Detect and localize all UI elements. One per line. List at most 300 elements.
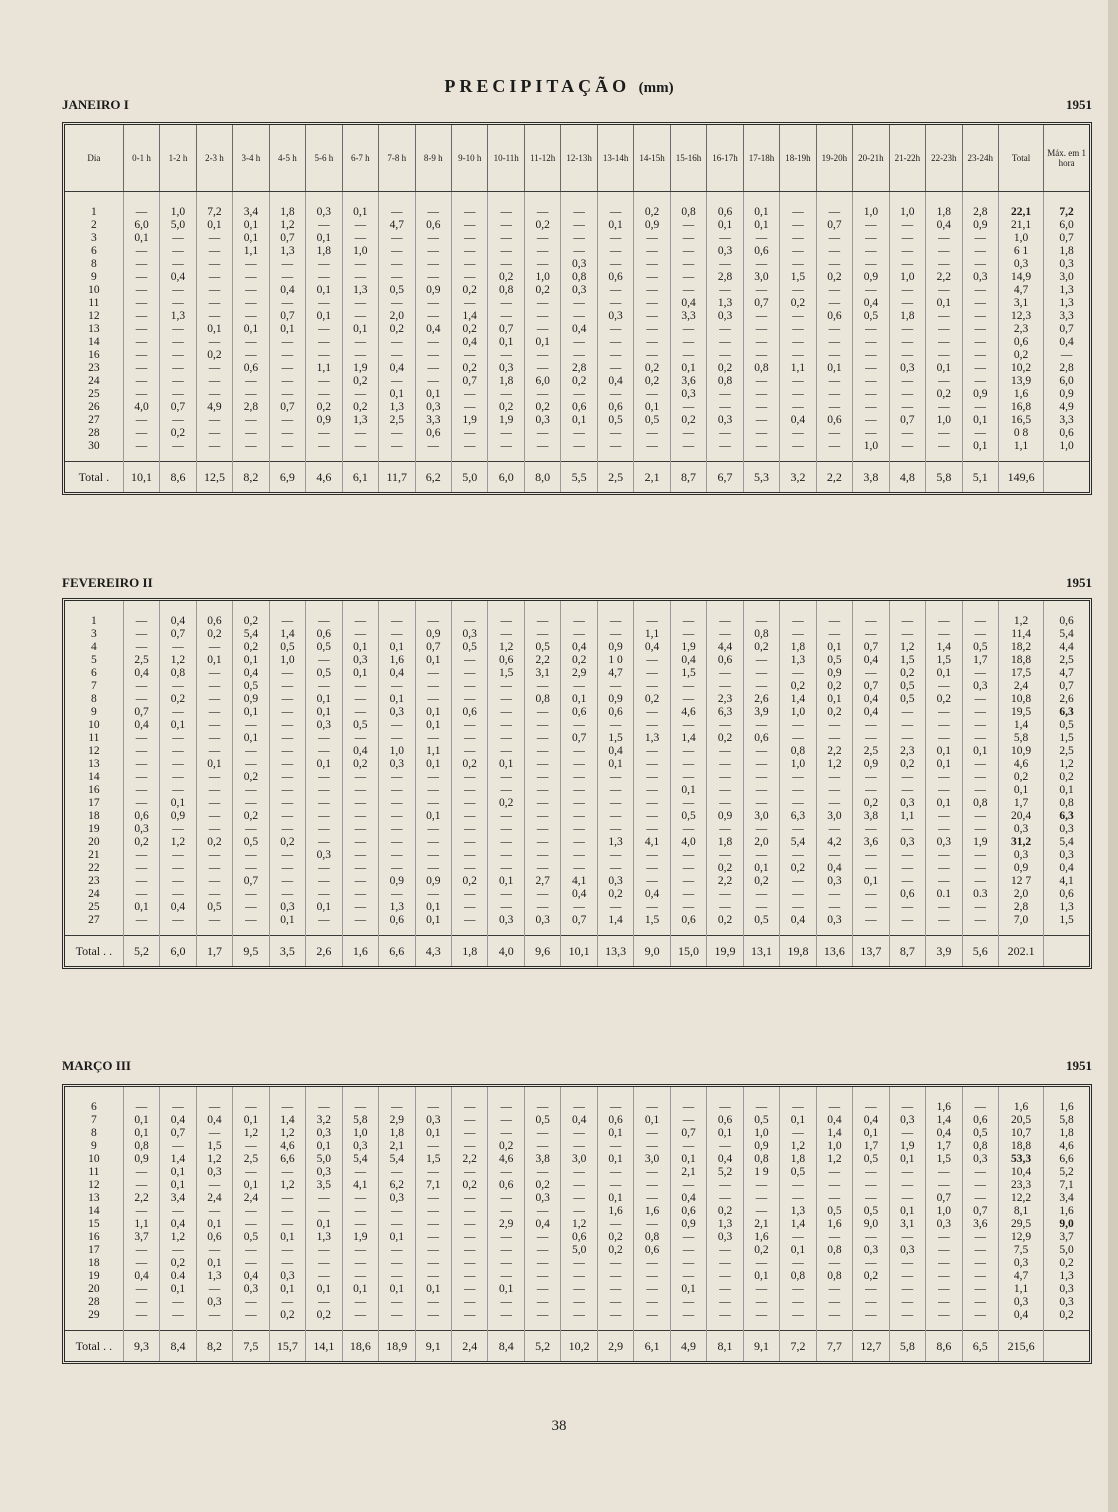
row-total-cell: 20,4 (999, 810, 1044, 823)
value-cell: 0,6 (597, 1114, 633, 1127)
value-cell: — (743, 440, 779, 453)
value-cell: — (670, 1270, 706, 1283)
row-max-cell: 1,0 (1059, 440, 1074, 452)
value-cell: — (780, 888, 816, 901)
spacer-cell (306, 927, 342, 936)
value-cell: — (415, 258, 451, 271)
value-cell: — (488, 680, 524, 693)
header-hour: 10-11h (488, 125, 524, 192)
value-cell: — (196, 875, 232, 888)
value-cell: 0,4 (853, 1114, 889, 1127)
day-cell: 27 (65, 414, 123, 427)
value-cell: — (160, 875, 196, 888)
value-cell: 1,9 (451, 414, 487, 427)
value-cell: — (561, 1166, 597, 1179)
row-max-cell: 0,4 (1059, 862, 1074, 874)
value-cell: 0,6 (415, 427, 451, 440)
value-cell: 0,9 (743, 1140, 779, 1153)
value-cell: — (561, 745, 597, 758)
value-cell: 4,6 (488, 1153, 524, 1166)
value-cell: — (451, 1283, 487, 1296)
value-cell: — (926, 784, 962, 797)
value-cell: 0,2 (853, 797, 889, 810)
value-cell: 0,1 (342, 1283, 378, 1296)
value-cell: 4,7 (597, 667, 633, 680)
value-cell: 0,1 (196, 323, 232, 336)
value-cell: — (123, 427, 159, 440)
hour-total-cell: 7,2 (780, 1331, 816, 1362)
value-cell: 0,2 (269, 836, 305, 849)
value-cell: — (524, 310, 560, 323)
value-cell: 0,7 (853, 641, 889, 654)
value-cell: — (962, 706, 998, 719)
row-max-cell: 4,1 (1059, 875, 1074, 887)
precip-table (65, 601, 1089, 966)
value-cell: — (707, 667, 743, 680)
value-cell: 0,2 (707, 362, 743, 375)
value-cell: — (816, 1166, 852, 1179)
value-cell: — (524, 440, 560, 453)
table-row (65, 271, 1089, 284)
value-cell: — (926, 232, 962, 245)
value-cell: 0,9 (233, 693, 269, 706)
row-total-cell: 5,8 (999, 732, 1044, 745)
spacer-cell (451, 1322, 487, 1331)
value-cell: — (707, 888, 743, 901)
value-cell: — (123, 206, 159, 219)
value-cell: — (889, 284, 925, 297)
row-total-cell: 7,5 (999, 1244, 1044, 1257)
value-cell: — (415, 297, 451, 310)
value-cell: 0,6 (451, 706, 487, 719)
value-cell: — (743, 232, 779, 245)
value-cell: — (342, 615, 378, 628)
day-cell: 28 (65, 427, 123, 440)
value-cell: 0,3 (524, 1192, 560, 1205)
value-cell: 0,2 (743, 641, 779, 654)
value-cell: — (962, 914, 998, 927)
value-cell: — (524, 362, 560, 375)
value-cell: 0,8 (816, 1270, 852, 1283)
day-cell: 9 (65, 706, 123, 719)
value-cell: 0,3 (488, 914, 524, 927)
row-max-cell: 0,2 (1059, 1257, 1074, 1269)
value-cell: — (123, 680, 159, 693)
value-cell: — (415, 1218, 451, 1231)
value-cell: — (269, 414, 305, 427)
value-cell: 0,3 (196, 1296, 232, 1309)
value-cell: 0,2 (379, 323, 415, 336)
value-cell: — (160, 440, 196, 453)
table-row (65, 1140, 1089, 1153)
value-cell: — (123, 732, 159, 745)
row-total-cell: 16,5 (999, 414, 1044, 427)
value-cell: 0,4 (160, 1218, 196, 1231)
page-edge (1108, 0, 1118, 1512)
value-cell: — (853, 232, 889, 245)
value-cell: 0,9 (306, 414, 342, 427)
value-cell: — (926, 849, 962, 862)
spacer-cell (670, 1087, 706, 1101)
value-cell: 1,2 (160, 836, 196, 849)
value-cell: — (524, 1231, 560, 1244)
value-cell: — (306, 1257, 342, 1270)
value-cell: — (634, 797, 670, 810)
value-cell: — (160, 323, 196, 336)
value-cell: — (853, 784, 889, 797)
value-cell: 0,1 (306, 901, 342, 914)
totals-label: Total . (65, 462, 123, 493)
value-cell: — (597, 349, 633, 362)
value-cell: — (634, 349, 670, 362)
value-cell: — (780, 1257, 816, 1270)
value-cell: — (269, 336, 305, 349)
value-cell: — (670, 680, 706, 693)
spacer-cell (926, 453, 962, 462)
table-row (65, 1257, 1089, 1270)
spacer-cell (451, 927, 487, 936)
hour-total-cell: 2,6 (306, 936, 342, 967)
value-cell: 0,2 (597, 888, 633, 901)
value-cell: — (707, 1270, 743, 1283)
row-max-cell: 3,4 (1059, 1192, 1074, 1204)
table-row (65, 836, 1089, 849)
value-cell: — (269, 771, 305, 784)
spacer-cell (488, 601, 524, 615)
value-cell: — (160, 914, 196, 927)
value-cell: — (853, 414, 889, 427)
header-hour: 7-8 h (379, 125, 415, 192)
value-cell: 3,8 (853, 810, 889, 823)
value-cell: — (488, 258, 524, 271)
value-cell: 0,1 (415, 388, 451, 401)
value-cell: — (634, 232, 670, 245)
value-cell: 0,3 (926, 1218, 962, 1231)
value-cell: — (670, 771, 706, 784)
hour-total-cell: 6,0 (488, 462, 524, 493)
value-cell: 1,0 (889, 271, 925, 284)
value-cell: — (707, 1192, 743, 1205)
value-cell: — (524, 1127, 560, 1140)
value-cell: 0,7 (889, 414, 925, 427)
value-cell: 1,0 (816, 1140, 852, 1153)
value-cell: — (889, 628, 925, 641)
value-cell: — (816, 323, 852, 336)
value-cell: — (743, 427, 779, 440)
value-cell: — (160, 232, 196, 245)
value-cell: 0,1 (160, 1283, 196, 1296)
row-max-cell: 5,4 (1059, 628, 1074, 640)
spacer-cell (999, 1322, 1044, 1331)
spacer-cell (889, 192, 925, 207)
value-cell: — (743, 745, 779, 758)
row-total-cell: 12,9 (999, 1231, 1044, 1244)
hour-total-cell: 10,1 (123, 462, 159, 493)
hour-total-cell: 9,6 (524, 936, 560, 967)
row-total-cell: 53,3 (999, 1153, 1044, 1166)
value-cell: — (926, 349, 962, 362)
value-cell: 0,1 (962, 414, 998, 427)
year-label-marco: 1951 (1066, 1058, 1092, 1073)
value-cell: 4,1 (342, 1179, 378, 1192)
value-cell: — (780, 628, 816, 641)
day-cell: 11 (65, 732, 123, 745)
row-total-cell: 18,2 (999, 641, 1044, 654)
value-cell: — (889, 1283, 925, 1296)
value-cell: — (415, 349, 451, 362)
value-cell: 3,0 (634, 1153, 670, 1166)
header-hour: 11-12h (524, 125, 560, 192)
value-cell: — (634, 875, 670, 888)
value-cell: — (379, 771, 415, 784)
value-cell: — (524, 888, 560, 901)
value-cell: 0,2 (233, 641, 269, 654)
value-cell: 0,6 (306, 628, 342, 641)
spacer-cell (634, 601, 670, 615)
header-hour: 14-15h (634, 125, 670, 192)
value-cell: — (160, 375, 196, 388)
spacer-cell (707, 927, 743, 936)
value-cell: 0,6 (561, 1231, 597, 1244)
value-cell: — (597, 1218, 633, 1231)
value-cell: — (634, 719, 670, 732)
day-cell: 5 (65, 654, 123, 667)
value-cell: 0,7 (926, 1192, 962, 1205)
value-cell: 2,9 (488, 1218, 524, 1231)
value-cell: — (670, 427, 706, 440)
value-cell: 0,3 (962, 680, 998, 693)
value-cell: — (853, 667, 889, 680)
table-row (65, 797, 1089, 810)
value-cell: — (415, 440, 451, 453)
value-cell: 3,3 (670, 310, 706, 323)
table-row (65, 758, 1089, 771)
value-cell: — (926, 615, 962, 628)
row-total-cell: 22,1 (999, 206, 1044, 219)
value-cell: — (561, 836, 597, 849)
value-cell: 0,2 (743, 1244, 779, 1257)
value-cell: 0,1 (233, 219, 269, 232)
day-cell: 17 (65, 797, 123, 810)
value-cell: — (488, 245, 524, 258)
value-cell: — (160, 784, 196, 797)
value-cell: — (670, 219, 706, 232)
spacer-cell (670, 192, 706, 207)
value-cell: 1,8 (379, 1127, 415, 1140)
value-cell: 0,8 (743, 628, 779, 641)
value-cell: 1,1 (306, 362, 342, 375)
row-total-cell: 0,4 (999, 1309, 1044, 1322)
value-cell: 0,2 (926, 693, 962, 706)
hour-total-cell: 13,1 (743, 936, 779, 967)
value-cell: — (561, 719, 597, 732)
spacer-row (65, 927, 1089, 936)
value-cell: 0,6 (597, 401, 633, 414)
row-max-cell: 0,9 (1059, 388, 1074, 400)
value-cell: — (889, 875, 925, 888)
spacer-cell (415, 601, 451, 615)
value-cell: — (889, 349, 925, 362)
table-row (65, 1114, 1089, 1127)
value-cell: 1,9 (342, 1231, 378, 1244)
spacer-cell (634, 1087, 670, 1101)
value-cell: 0,3 (561, 258, 597, 271)
value-cell: — (123, 784, 159, 797)
spacer-cell (634, 453, 670, 462)
value-cell: 6,0 (123, 219, 159, 232)
value-cell: 2,2 (926, 271, 962, 284)
value-cell: 0,1 (379, 693, 415, 706)
row-total-cell: 0,3 (999, 1296, 1044, 1309)
value-cell: 1,2 (160, 654, 196, 667)
value-cell: — (233, 414, 269, 427)
row-total-cell: 0,2 (999, 771, 1044, 784)
row-total-cell: 4,7 (999, 1270, 1044, 1283)
value-cell: 0,1 (306, 1283, 342, 1296)
value-cell: — (670, 232, 706, 245)
value-cell: — (707, 258, 743, 271)
spacer-cell (196, 192, 232, 207)
value-cell: — (451, 1218, 487, 1231)
value-cell: — (780, 1192, 816, 1205)
value-cell: 0,1 (196, 1257, 232, 1270)
day-cell: 16 (65, 1231, 123, 1244)
value-cell: — (743, 349, 779, 362)
value-cell: — (379, 1218, 415, 1231)
value-cell: 1,0 (853, 206, 889, 219)
value-cell: — (743, 758, 779, 771)
table-row (65, 914, 1089, 927)
value-cell: — (160, 1244, 196, 1257)
value-cell: 0,2 (196, 836, 232, 849)
row-max-cell: 4,7 (1059, 667, 1074, 679)
value-cell: — (743, 719, 779, 732)
value-cell: — (926, 680, 962, 693)
value-cell: — (342, 862, 378, 875)
value-cell: — (196, 245, 232, 258)
value-cell: — (780, 875, 816, 888)
day-cell: 30 (65, 440, 123, 453)
value-cell: — (342, 784, 378, 797)
value-cell: — (926, 1231, 962, 1244)
value-cell: 7,2 (196, 206, 232, 219)
row-total-cell: 12,2 (999, 1192, 1044, 1205)
value-cell: 1,5 (597, 732, 633, 745)
value-cell: — (415, 1192, 451, 1205)
value-cell: — (379, 375, 415, 388)
value-cell: — (926, 440, 962, 453)
value-cell: — (342, 1270, 378, 1283)
value-cell: — (123, 336, 159, 349)
value-cell: 0,2 (488, 797, 524, 810)
value-cell: 1,8 (488, 375, 524, 388)
value-cell: — (743, 888, 779, 901)
spacer-cell (926, 192, 962, 207)
value-cell: 0,2 (524, 401, 560, 414)
value-cell: — (160, 388, 196, 401)
row-max-cell: 2,5 (1059, 654, 1074, 666)
value-cell: 0,2 (707, 914, 743, 927)
value-cell: 0,1 (926, 797, 962, 810)
value-cell: — (780, 375, 816, 388)
value-cell: — (415, 1309, 451, 1322)
value-cell: 0,8 (962, 797, 998, 810)
header-hour: 16-17h (707, 125, 743, 192)
value-cell: — (451, 1270, 487, 1283)
value-cell: 0,1 (816, 641, 852, 654)
value-cell: 0.3 (962, 888, 998, 901)
spacer-row (65, 453, 1089, 462)
value-cell: — (196, 680, 232, 693)
value-cell: — (743, 797, 779, 810)
value-cell: 0,5 (889, 680, 925, 693)
value-cell: 0,6 (816, 310, 852, 323)
value-cell: — (853, 771, 889, 784)
value-cell: 4,1 (634, 836, 670, 849)
value-cell: 1,3 (269, 245, 305, 258)
value-cell: — (743, 1283, 779, 1296)
spacer-cell (889, 601, 925, 615)
value-cell: 0,4 (853, 654, 889, 667)
value-cell: 0,1 (415, 1127, 451, 1140)
value-cell: — (670, 875, 706, 888)
value-cell: — (524, 680, 560, 693)
row-max-cell: 6,3 (1059, 706, 1074, 718)
value-cell: — (196, 888, 232, 901)
value-cell: — (233, 888, 269, 901)
value-cell: 0,3 (962, 1153, 998, 1166)
value-cell: — (780, 1231, 816, 1244)
value-cell: — (524, 258, 560, 271)
value-cell: — (342, 1101, 378, 1114)
value-cell: — (451, 901, 487, 914)
value-cell: — (889, 771, 925, 784)
value-cell: 0,5 (597, 414, 633, 427)
value-cell: 0,7 (160, 401, 196, 414)
value-cell: 1,5 (670, 667, 706, 680)
value-cell: 5,4 (780, 836, 816, 849)
table-row (65, 388, 1089, 401)
spacer-cell (670, 927, 706, 936)
value-cell: — (707, 284, 743, 297)
value-cell: — (889, 258, 925, 271)
spacer-cell (962, 601, 998, 615)
value-cell: — (269, 667, 305, 680)
day-cell: 8 (65, 1127, 123, 1140)
value-cell: — (743, 771, 779, 784)
value-cell: — (123, 271, 159, 284)
value-cell: — (597, 206, 633, 219)
value-cell: 2,9 (561, 667, 597, 680)
header-max: Máx. em 1 hora (1044, 125, 1089, 192)
spacer-cell (707, 453, 743, 462)
value-cell: — (524, 349, 560, 362)
value-cell: — (524, 797, 560, 810)
value-cell: — (488, 297, 524, 310)
hour-total-cell: 9,1 (743, 1331, 779, 1362)
value-cell: 0,3 (233, 1283, 269, 1296)
value-cell: — (488, 1296, 524, 1309)
value-cell: — (634, 1218, 670, 1231)
value-cell: — (561, 1179, 597, 1192)
hour-total-cell: 5,8 (889, 1331, 925, 1362)
value-cell: — (451, 206, 487, 219)
value-cell: 0,9 (415, 628, 451, 641)
value-cell: 2,5 (123, 654, 159, 667)
value-cell: — (269, 758, 305, 771)
row-total-cell: 1,2 (999, 615, 1044, 628)
value-cell: 1,3 (160, 310, 196, 323)
